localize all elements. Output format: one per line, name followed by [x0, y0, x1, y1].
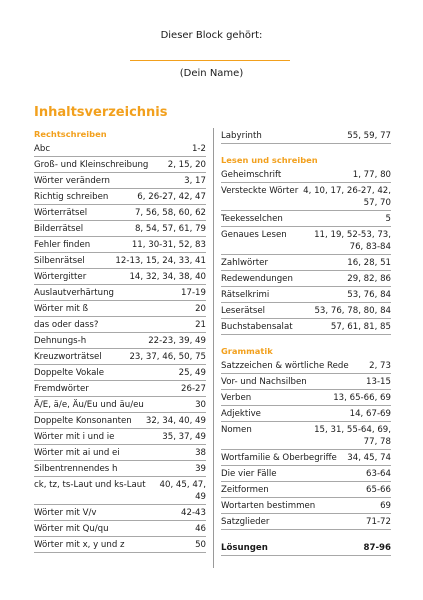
toc-entry-pages: 3, 17	[184, 176, 206, 186]
owner-title: Dieser Block gehört:	[160, 30, 263, 41]
toc-entry	[221, 287, 391, 303]
toc-entry	[34, 537, 206, 553]
toc-entry	[221, 482, 391, 498]
toc-entry-label: Nomen	[221, 425, 252, 435]
toc-entry-label: Adjektive	[221, 409, 261, 419]
toc-entry-pages: 14, 67-69	[349, 409, 391, 419]
toc-entry-label: Wörterrätsel	[34, 208, 88, 218]
toc-entry-label: Wörter mit V/v	[34, 508, 97, 518]
toc-entry-pages: 22-23, 39, 49	[148, 336, 206, 346]
entry-list-lesen-schreiben	[221, 167, 391, 335]
toc-entry-label: Silbenrätsel	[34, 256, 85, 266]
toc-entry-pages: 2, 73	[369, 361, 391, 371]
toc-entry-label: Kreuzworträtsel	[34, 352, 102, 362]
toc-entry-label: Die vier Fälle	[221, 469, 277, 479]
toc-entry-label: Satzglieder	[221, 517, 270, 527]
toc-entry-label: Groß- und Kleinschreibung	[34, 160, 149, 170]
toc-entry	[221, 466, 391, 482]
toc-entry-label: Ä/E, ä/e, Äu/Eu und äu/eu	[34, 400, 144, 410]
toc-entry-label: Wörter mit x, y und z	[34, 540, 125, 550]
toc-left-column	[34, 128, 206, 553]
toc-entry	[221, 255, 391, 271]
toc-entry-loesungen	[221, 540, 391, 556]
toc-entry	[221, 498, 391, 514]
toc-entry-pages: 34, 45, 74	[347, 453, 391, 463]
toc-entry	[34, 505, 206, 521]
toc-entry-label: Wörter mit ai und ei	[34, 448, 120, 458]
toc-entry-label: Rätselkrimi	[221, 290, 270, 300]
column-divider	[213, 128, 214, 568]
entry-list-grammatik	[221, 358, 391, 530]
toc-entry-pages: 6, 26-27, 42, 47	[137, 192, 206, 202]
toc-entry	[34, 285, 206, 301]
toc-entry-pages: 53, 76, 78, 80, 84	[314, 306, 391, 316]
toc-entry-pages: 40, 45, 47, 49	[159, 480, 206, 502]
toc-entry-pages: 29, 82, 86	[347, 274, 391, 284]
toc-entry-label: Lösungen	[221, 543, 268, 553]
toc-entry	[34, 445, 206, 461]
toc-entry-label: Buchstabensalat	[221, 322, 293, 332]
toc-entry-label: Verben	[221, 393, 252, 403]
toc-entry-pages: 30	[195, 400, 206, 410]
toc-entry	[221, 406, 391, 422]
toc-entry-label: Wörtergitter	[34, 272, 87, 282]
toc-entry-label: Bilderrätsel	[34, 224, 84, 234]
toc-entry	[221, 211, 391, 227]
toc-entry-pages: 39	[195, 464, 206, 474]
toc-entry-label: ck, tz, ts-Laut und ks-Laut	[34, 480, 146, 490]
name-caption: (Dein Name)	[179, 68, 244, 79]
section-heading-lesen-schreiben: Lesen und schreiben	[221, 155, 318, 165]
toc-title: Inhaltsverzeichnis	[34, 105, 168, 120]
toc-entry-pages: 23, 37, 46, 50, 75	[129, 352, 206, 362]
toc-entry-label: Fehler finden	[34, 240, 91, 250]
toc-entry-label: Zeitformen	[221, 485, 269, 495]
toc-entry	[34, 477, 206, 505]
section-heading-grammatik: Grammatik	[221, 346, 273, 356]
toc-entry	[221, 358, 391, 374]
toc-entry-pages: 8, 54, 57, 61, 79	[134, 224, 206, 234]
toc-entry-label: Zahlwörter	[221, 258, 268, 268]
toc-entry-pages: 65-66	[366, 485, 391, 495]
toc-entry	[221, 422, 391, 450]
toc-entry-pages: 63-64	[366, 469, 391, 479]
toc-entry	[221, 303, 391, 319]
toc-entry-pages: 15, 31, 55-64, 69, 77, 78	[314, 425, 391, 447]
toc-entry-label: Wortfamilie & Oberbegriffe	[221, 453, 337, 463]
toc-entry-label: Leserätsel	[221, 306, 266, 316]
toc-right-column	[221, 128, 391, 556]
toc-entry-label: Redewendungen	[221, 274, 293, 284]
toc-entry	[34, 237, 206, 253]
name-line[interactable]	[130, 60, 290, 61]
toc-entry-label: Wörter mit ß	[34, 304, 88, 314]
toc-entry-label: Geheimschrift	[221, 170, 282, 180]
section-heading-rechtschreiben: Rechtschreiben	[34, 129, 107, 139]
toc-entry	[221, 374, 391, 390]
toc-entry-pages: 26-27	[181, 384, 206, 394]
toc-entry-label: Wörter mit Qu/qu	[34, 524, 109, 534]
toc-entry-label: Satzzeichen & wörtliche Rede	[221, 361, 349, 371]
toc-entry-pages: 13-15	[366, 377, 391, 387]
toc-entry-label: Wortarten bestimmen	[221, 501, 316, 511]
toc-entry-label: Wörter verändern	[34, 176, 110, 186]
toc-entry	[34, 429, 206, 445]
toc-entry-pages: 12-13, 15, 24, 33, 41	[115, 256, 206, 266]
toc-entry-label: Vor- und Nachsilben	[221, 377, 307, 387]
toc-entry-pages: 35, 37, 49	[162, 432, 206, 442]
toc-entry-pages: 50	[195, 540, 206, 550]
toc-entry-label: Abc	[34, 144, 51, 154]
toc-entry	[34, 269, 206, 285]
toc-entry	[34, 349, 206, 365]
toc-entry-pages: 16, 28, 51	[347, 258, 391, 268]
toc-entry-pages: 13, 65-66, 69	[333, 393, 391, 403]
toc-entry	[34, 173, 206, 189]
toc-entry-pages: 32, 34, 40, 49	[145, 416, 206, 426]
toc-entry-label: Doppelte Konsonanten	[34, 416, 132, 426]
toc-entry-pages: 2, 15, 20	[167, 160, 206, 170]
toc-entry-pages: 53, 76, 84	[347, 290, 391, 300]
toc-entry-pages: 5	[385, 214, 391, 224]
toc-entry-pages: 46	[195, 524, 206, 534]
toc-entry	[34, 189, 206, 205]
toc-entry-pages: 11, 30-31, 52, 83	[131, 240, 206, 250]
toc-entry-pages: 25, 49	[178, 368, 206, 378]
toc-entry	[221, 319, 391, 335]
toc-entry	[221, 514, 391, 530]
toc-entry	[34, 461, 206, 477]
toc-entry	[221, 183, 391, 211]
toc-entry	[34, 397, 206, 413]
toc-entry-label: Versteckte Wörter	[221, 186, 299, 196]
toc-entry	[34, 333, 206, 349]
toc-entry-label: Auslautverhärtung	[34, 288, 114, 298]
toc-entry-pages: 71-72	[366, 517, 391, 527]
toc-entry-pages: 57, 61, 81, 85	[330, 322, 391, 332]
toc-entry	[221, 227, 391, 255]
toc-entry-label: Richtig schreiben	[34, 192, 109, 202]
toc-entry	[34, 221, 206, 237]
toc-entry	[221, 167, 391, 183]
entry-list-misc	[221, 128, 391, 144]
toc-entry-label: das oder dass?	[34, 320, 99, 330]
toc-entry	[34, 413, 206, 429]
toc-entry-label: Labyrinth	[221, 131, 262, 141]
toc-entry	[221, 450, 391, 466]
toc-entry-pages: 21	[195, 320, 206, 330]
toc-entry	[34, 141, 206, 157]
toc-entry-label: Genaues Lesen	[221, 230, 287, 240]
toc-entry-label: Silbentrennendes h	[34, 464, 118, 474]
toc-entry	[34, 253, 206, 269]
toc-entry-pages: 1, 77, 80	[352, 170, 391, 180]
toc-entry	[34, 301, 206, 317]
toc-entry-pages: 1-2	[191, 144, 206, 154]
toc-entry-pages: 69	[380, 501, 391, 511]
toc-entry-pages: 55, 59, 77	[347, 131, 391, 141]
toc-entry	[34, 157, 206, 173]
toc-entry	[34, 317, 206, 333]
toc-entry-pages: 20	[195, 304, 206, 314]
toc-entry-pages: 11, 19, 52-53, 73, 76, 83-84	[314, 230, 391, 252]
toc-entry-pages: 38	[195, 448, 206, 458]
toc-entry-pages: 87-96	[363, 543, 391, 553]
toc-entry-pages: 17-19	[181, 288, 206, 298]
toc-entry	[221, 128, 391, 144]
toc-entry-label: Wörter mit i und ie	[34, 432, 115, 442]
toc-entry	[34, 365, 206, 381]
toc-entry	[34, 381, 206, 397]
toc-entry-label: Doppelte Vokale	[34, 368, 105, 378]
toc-entry-label: Fremdwörter	[34, 384, 89, 394]
toc-entry	[221, 390, 391, 406]
toc-entry-pages: 42-43	[181, 508, 206, 518]
toc-entry	[34, 205, 206, 221]
toc-entry-pages: 4, 10, 17, 26-27, 42, 57, 70	[303, 186, 391, 208]
toc-entry	[34, 521, 206, 537]
entry-list-rechtschreiben	[34, 141, 206, 553]
toc-entry-label: Dehnungs-h	[34, 336, 87, 346]
toc-entry-pages: 14, 32, 34, 38, 40	[129, 272, 206, 282]
toc-entry	[221, 271, 391, 287]
toc-entry-label: Teekesselchen	[221, 214, 283, 224]
toc-entry-pages: 7, 56, 58, 60, 62	[134, 208, 206, 218]
